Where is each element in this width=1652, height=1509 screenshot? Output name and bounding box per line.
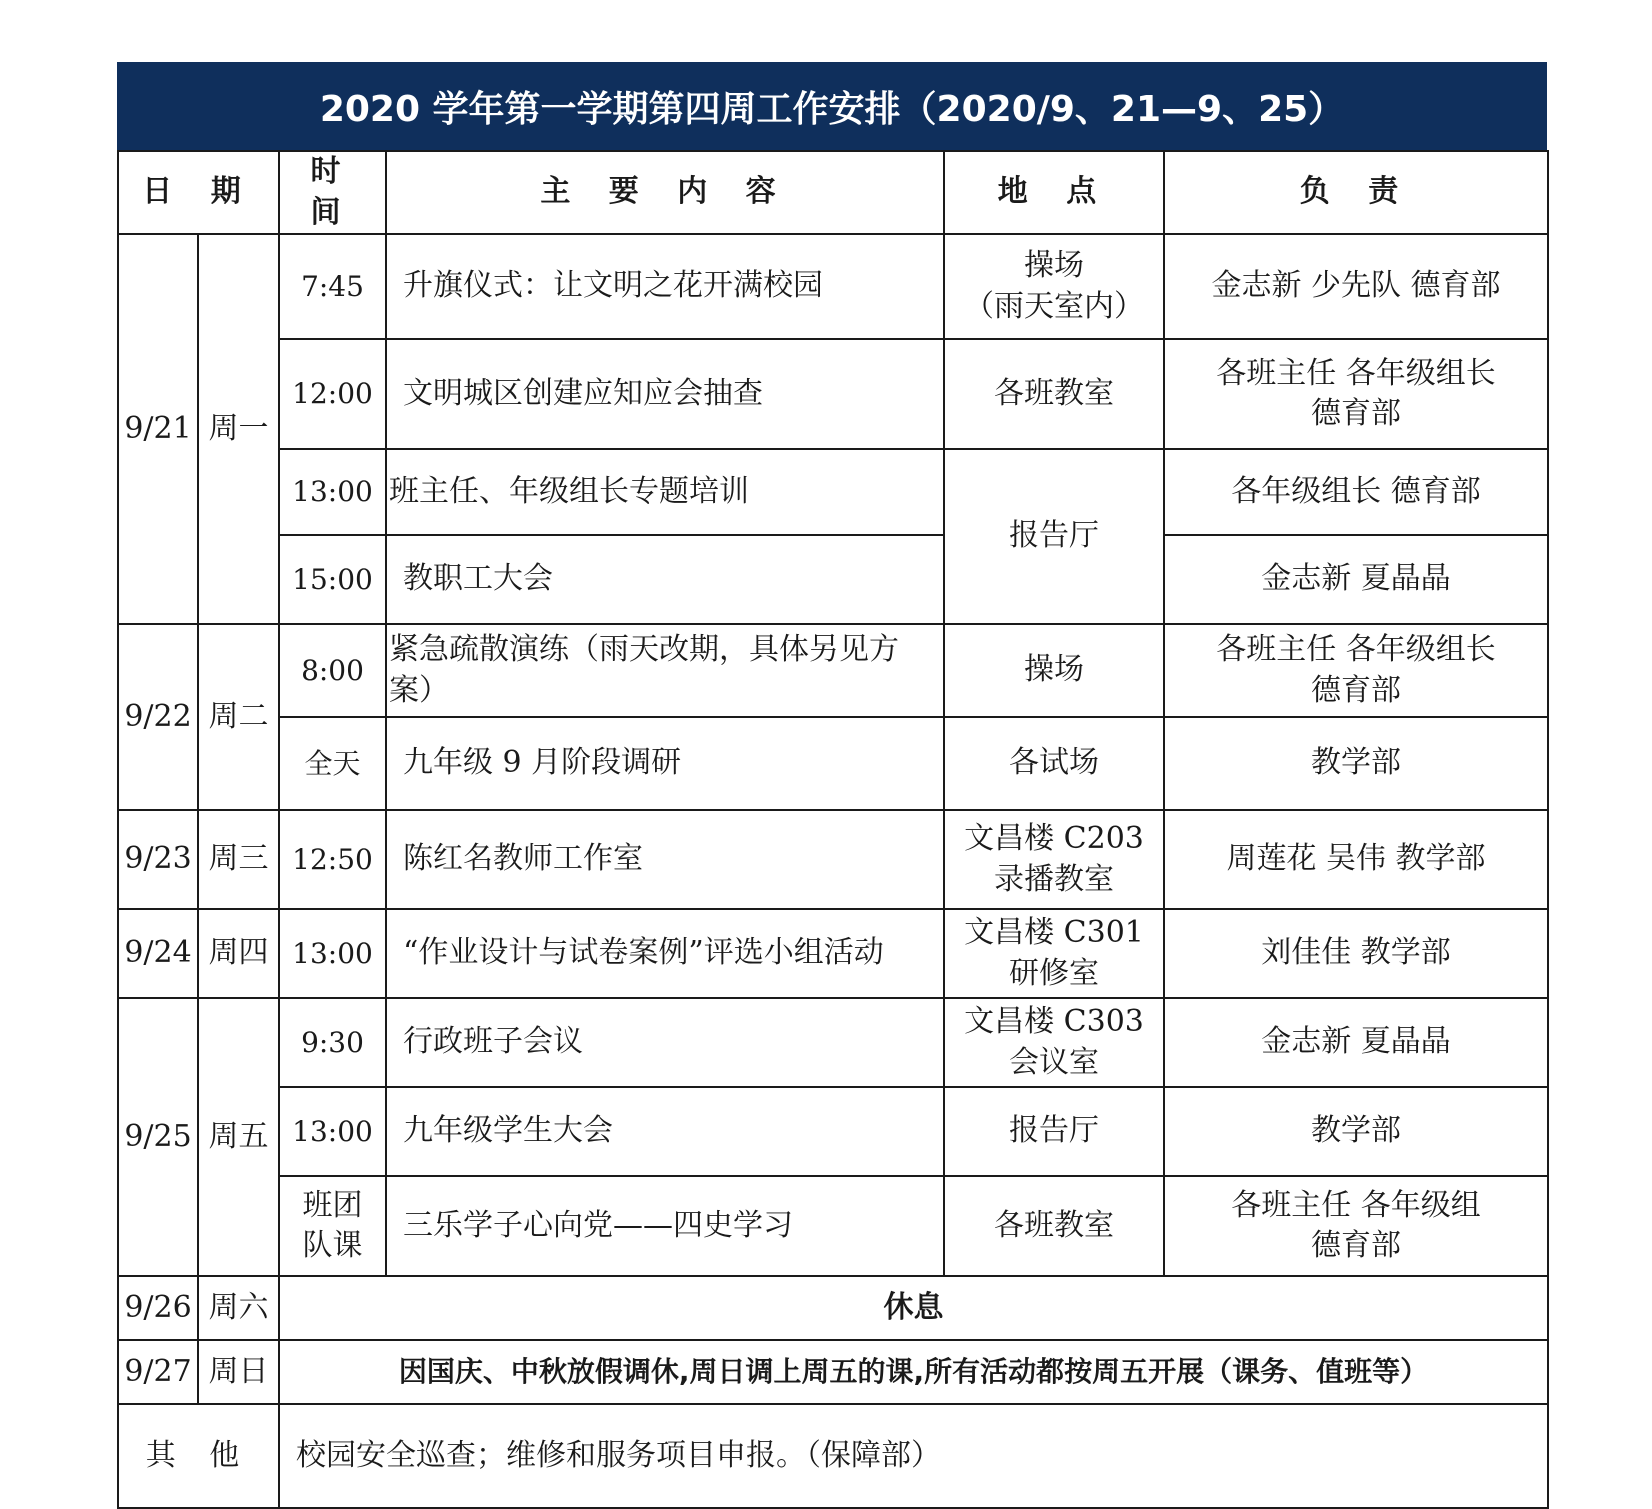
schedule-sheet: [117, 62, 1547, 1509]
place-cell: 各班教室: [944, 339, 1164, 449]
content-cell: 三乐学子心向党——四史学习: [386, 1176, 944, 1276]
owner-cell: 周莲花 吴伟 教学部: [1164, 810, 1548, 909]
content-cell: 紧急疏散演练（雨天改期，具体另见方案）: [386, 624, 944, 717]
table-row: [118, 234, 1548, 339]
weekday-cell: 周三: [198, 810, 279, 909]
place-cell: 操场 （雨天室内）: [944, 234, 1164, 339]
time-cell: 全天: [279, 717, 386, 810]
date-cell: 9/22: [118, 624, 198, 810]
weekday-cell: 周二: [198, 624, 279, 810]
owner-cell: 金志新 夏晶晶: [1164, 535, 1548, 624]
weekday-cell: 周六: [198, 1276, 279, 1340]
owner-cell: 各班主任 各年级组长 德育部: [1164, 339, 1548, 449]
table-row: [118, 1404, 1548, 1508]
content-cell: 九年级 9 月阶段调研: [386, 717, 944, 810]
weekday-cell: 周一: [198, 234, 279, 624]
place-cell: 各班教室: [944, 1176, 1164, 1276]
other-label: 其 他: [118, 1404, 279, 1508]
date-cell: 9/25: [118, 998, 198, 1276]
content-cell: “作业设计与试卷案例”评选小组活动: [386, 909, 944, 998]
place-cell: 文昌楼 C301 研修室: [944, 909, 1164, 998]
place-cell: 报告厅: [944, 449, 1164, 624]
table-row: [118, 1176, 1548, 1276]
schedule-title: 2020 学年第一学期第四周工作安排（2020/9、21—9、25）: [117, 62, 1547, 150]
table-row: [118, 339, 1548, 449]
table-row: [118, 909, 1548, 998]
place-cell: 操场: [944, 624, 1164, 717]
header-place: 地 点: [944, 151, 1164, 234]
content-cell: 升旗仪式：让文明之花开满校园: [386, 234, 944, 339]
date-cell: 9/23: [118, 810, 198, 909]
place-cell: 文昌楼 C303 会议室: [944, 998, 1164, 1087]
table-row: [118, 1276, 1548, 1340]
table-row: [118, 1087, 1548, 1176]
schedule-table: [117, 150, 1549, 1509]
table-row: [118, 998, 1548, 1087]
owner-cell: 金志新 少先队 德育部: [1164, 234, 1548, 339]
content-cell: 陈红名教师工作室: [386, 810, 944, 909]
content-cell: 班主任、年级组长专题培训: [386, 449, 944, 535]
time-cell: 12:50: [279, 810, 386, 909]
content-cell: 九年级学生大会: [386, 1087, 944, 1176]
table-row: [118, 1340, 1548, 1404]
weekday-cell: 周五: [198, 998, 279, 1276]
owner-cell: 各班主任 各年级组长 德育部: [1164, 624, 1548, 717]
place-cell: 各试场: [944, 717, 1164, 810]
table-row: [118, 449, 1548, 535]
owner-cell: 教学部: [1164, 1087, 1548, 1176]
header-time: 时 间: [279, 151, 386, 234]
time-cell: 班团 队课: [279, 1176, 386, 1276]
header-date: 日 期: [118, 151, 279, 234]
time-cell: 13:00: [279, 449, 386, 535]
table-row: [118, 810, 1548, 909]
time-cell: 15:00: [279, 535, 386, 624]
owner-cell: 金志新 夏晶晶: [1164, 998, 1548, 1087]
content-cell: 行政班子会议: [386, 998, 944, 1087]
time-cell: 12:00: [279, 339, 386, 449]
table-row: [118, 624, 1548, 717]
rest-note: 休息: [279, 1276, 1548, 1340]
table-row: [118, 717, 1548, 810]
time-cell: 8:00: [279, 624, 386, 717]
date-cell: 9/27: [118, 1340, 198, 1404]
header-owner: 负 责: [1164, 151, 1548, 234]
table-row: [118, 535, 1548, 624]
sunday-note: 因国庆、中秋放假调休,周日调上周五的课,所有活动都按周五开展（课务、值班等）: [279, 1340, 1548, 1404]
time-cell: 13:00: [279, 909, 386, 998]
time-cell: 9:30: [279, 998, 386, 1087]
header-content: 主 要 内 容: [386, 151, 944, 234]
owner-cell: 刘佳佳 教学部: [1164, 909, 1548, 998]
owner-cell: 各班主任 各年级组 德育部: [1164, 1176, 1548, 1276]
date-cell: 9/21: [118, 234, 198, 624]
owner-cell: 各年级组长 德育部: [1164, 449, 1548, 535]
date-cell: 9/26: [118, 1276, 198, 1340]
header-row: [118, 151, 1548, 234]
place-cell: 报告厅: [944, 1087, 1164, 1176]
weekday-cell: 周日: [198, 1340, 279, 1404]
content-cell: 文明城区创建应知应会抽查: [386, 339, 944, 449]
weekday-cell: 周四: [198, 909, 279, 998]
date-cell: 9/24: [118, 909, 198, 998]
other-content: 校园安全巡查；维修和服务项目申报。（保障部）: [279, 1404, 1548, 1508]
time-cell: 13:00: [279, 1087, 386, 1176]
content-cell: 教职工大会: [386, 535, 944, 624]
place-cell: 文昌楼 C203 录播教室: [944, 810, 1164, 909]
time-cell: 7:45: [279, 234, 386, 339]
owner-cell: 教学部: [1164, 717, 1548, 810]
